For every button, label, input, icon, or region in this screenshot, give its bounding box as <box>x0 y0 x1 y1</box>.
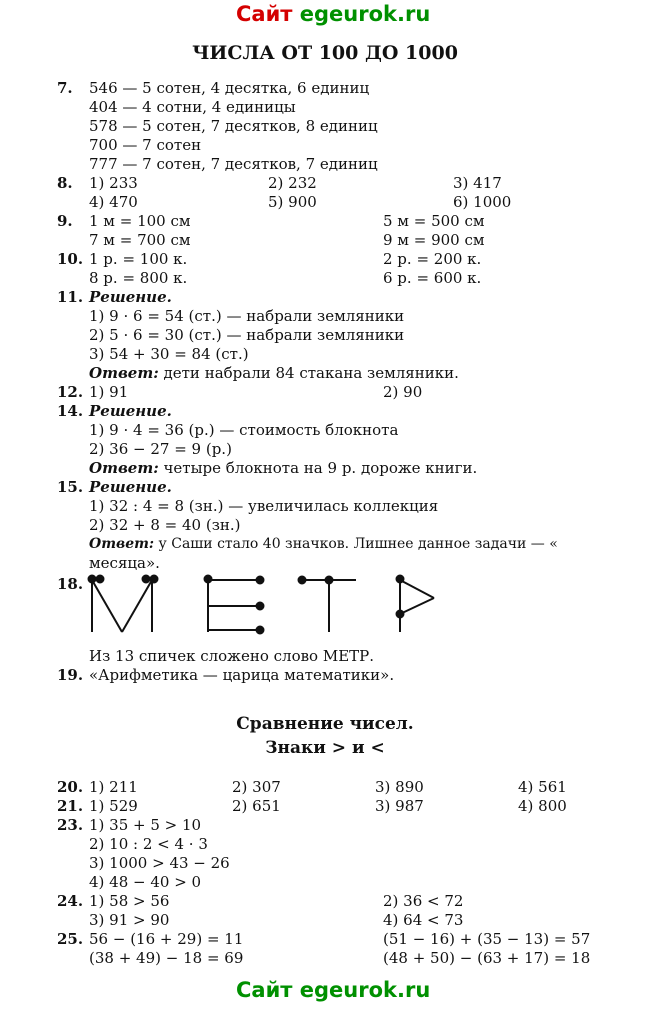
answer-cell: 4) 64 < 73 <box>383 911 464 929</box>
match-stick <box>122 580 152 632</box>
solution-heading: Решение. <box>89 288 172 306</box>
task-number: 20. <box>57 778 84 796</box>
answer-cell: 5 м = 500 см <box>383 212 485 230</box>
match-head <box>257 577 264 584</box>
answer-cell: (38 + 49) − 18 = 69 <box>89 949 244 967</box>
task-number: 8. <box>57 174 73 192</box>
text-line: 546 — 5 сотен, 4 десятка, 6 единиц <box>89 79 370 97</box>
task-number: 21. <box>57 797 84 815</box>
match-head <box>257 627 264 634</box>
text-line: 4) 48 − 40 > 0 <box>89 873 202 891</box>
text-line: 3) 54 + 30 = 84 (ст.) <box>89 345 249 363</box>
match-head <box>97 576 104 583</box>
answer-cell: 3) 417 <box>453 174 502 192</box>
solution-heading: Решение. <box>89 478 172 496</box>
answer-cell: (51 − 16) + (35 − 13) = 57 <box>383 930 591 948</box>
text-line: 777 — 7 сотен, 7 десятков, 7 единиц <box>89 155 378 173</box>
answer-line-cont: месяца». <box>89 554 160 572</box>
answer-cell: 6) 1000 <box>453 193 512 211</box>
answer-cell: 1) 211 <box>89 778 138 796</box>
answer-cell: 3) 987 <box>375 797 424 815</box>
match-head <box>397 576 404 583</box>
answer-cell: 1) 529 <box>89 797 138 815</box>
site-footer: Сайт egeurok.ru <box>236 978 431 1002</box>
answer-cell: 56 − (16 + 29) = 11 <box>89 930 244 948</box>
answer-cell: 1) 91 <box>89 383 129 401</box>
page-title: ЧИСЛА ОТ 100 ДО 1000 <box>192 42 458 64</box>
solution-heading: Решение. <box>89 402 172 420</box>
task-number: 18. <box>57 575 84 593</box>
task-number: 10. <box>57 250 84 268</box>
match-head <box>151 576 158 583</box>
match-stick <box>400 598 434 614</box>
text-line: 1) 35 + 5 > 10 <box>89 816 202 834</box>
task-number: 24. <box>57 892 84 910</box>
answer-cell: 2) 307 <box>232 778 281 796</box>
answer-cell: 4) 800 <box>518 797 567 815</box>
answer-cell: 1 р. = 100 к. <box>89 250 188 268</box>
answer-cell: 2) 90 <box>383 383 423 401</box>
text-line: Из 13 спичек сложено слово МЕТР. <box>89 647 375 665</box>
text-line: 2) 32 + 8 = 40 (зн.) <box>89 516 241 534</box>
text-line: «Арифметика — царица математики». <box>89 666 395 684</box>
text-line: 1) 9 · 4 = 36 (р.) — стоимость блокнота <box>89 421 399 439</box>
answer-cell: 8 р. = 800 к. <box>89 269 188 287</box>
match-head <box>257 603 264 610</box>
text-line: 2) 36 − 27 = 9 (р.) <box>89 440 232 458</box>
task-number: 14. <box>57 402 84 420</box>
match-head <box>143 576 150 583</box>
task-number: 19. <box>57 666 84 684</box>
answer-cell: 1 м = 100 см <box>89 212 191 230</box>
task-number: 9. <box>57 212 73 230</box>
section-subtitle: Знаки > и < <box>265 738 385 758</box>
text-line: 404 — 4 сотни, 4 единицы <box>89 98 296 116</box>
match-stick <box>92 580 122 632</box>
answer-cell: 5) 900 <box>268 193 317 211</box>
text-line: 2) 10 : 2 < 4 · 3 <box>89 835 208 853</box>
match-head <box>205 576 212 583</box>
matchstick-word-figure <box>80 570 440 636</box>
answer-cell: 2) 651 <box>232 797 281 815</box>
match-head <box>89 576 96 583</box>
answer-cell: 4) 470 <box>89 193 138 211</box>
answer-cell: 6 р. = 600 к. <box>383 269 482 287</box>
match-stick <box>400 580 434 598</box>
text-line: 700 — 7 сотен <box>89 136 202 154</box>
task-number: 12. <box>57 383 84 401</box>
answer-line: Ответ: дети набрали 84 стакана земляники. <box>89 364 459 382</box>
task-number: 23. <box>57 816 84 834</box>
match-head <box>326 577 333 584</box>
answer-cell: 4) 561 <box>518 778 567 796</box>
match-head <box>397 611 404 618</box>
answer-line: Ответ: четыре блокнота на 9 р. дороже книги. <box>89 459 478 477</box>
answer-cell: 2) 232 <box>268 174 317 192</box>
answer-cell: 2 р. = 200 к. <box>383 250 482 268</box>
text-line: 1) 9 · 6 = 54 (ст.) — набрали земляники <box>89 307 405 325</box>
text-line: 578 — 5 сотен, 7 десятков, 8 единиц <box>89 117 378 135</box>
answer-line: Ответ: у Саши стало 40 значков. Лишнее данное задачи — « <box>89 536 558 552</box>
match-head <box>299 577 306 584</box>
text-line: 1) 32 : 4 = 8 (зн.) — увеличилась коллекция <box>89 497 439 515</box>
section-title: Сравнение чисел. <box>236 714 414 734</box>
answer-cell: 9 м = 900 см <box>383 231 485 249</box>
answer-cell: 3) 91 > 90 <box>89 911 170 929</box>
site-header: Сайт egeurok.ru <box>236 2 431 26</box>
answer-cell: 1) 233 <box>89 174 138 192</box>
answer-cell: 3) 890 <box>375 778 424 796</box>
task-number: 25. <box>57 930 84 948</box>
text-line: 3) 1000 > 43 − 26 <box>89 854 230 872</box>
task-number: 15. <box>57 478 84 496</box>
task-number: 7. <box>57 79 73 97</box>
answer-cell: 1) 58 > 56 <box>89 892 170 910</box>
answer-cell: 7 м = 700 см <box>89 231 191 249</box>
answer-cell: (48 + 50) − (63 + 17) = 18 <box>383 949 591 967</box>
task-number: 11. <box>57 288 84 306</box>
text-line: 2) 5 · 6 = 30 (ст.) — набрали земляники <box>89 326 405 344</box>
answer-cell: 2) 36 < 72 <box>383 892 464 910</box>
